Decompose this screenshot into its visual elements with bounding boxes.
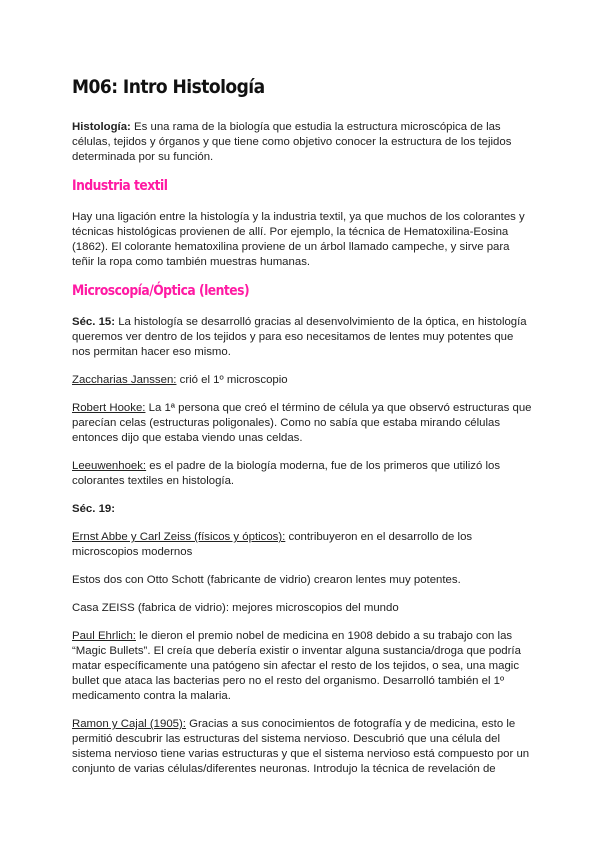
abbe-text: contribuyeron en el desarrollo de los microscopios modernos	[72, 531, 473, 558]
ehrlich-text: le dieron el premio nobel de medicina en 1908 debido a su trabajo con las “Magic Bullets”. El creía que debería existir o inventar alguna sustancia/droga que podría matar específicamente una patógeno sin afectar el resto de los tejidos, o sea, una magic bullet que ataca las bacterias pero no el resto del organismo. Desarrolló también el 1º medicamento contra la malaria.	[72, 630, 521, 702]
leeuwenhoek-text: es el padre de la biología moderna, fue de los primeros que utilizó los colorantes textiles en histología.	[72, 460, 501, 487]
ehrlich-name: Paul Ehrlich:	[72, 630, 136, 642]
leeuwenhoek-name: Leeuwenhoek:	[72, 460, 147, 472]
hooke-text: La 1ª persona que creó el término de célula ya que observó estructuras que parecían celas (estructuras poligonales). Como no sabía que estaba mirando células entonces dijo que estaba viendo unas celdas.	[72, 402, 532, 444]
janssen-name: Zaccharias Janssen:	[72, 374, 177, 386]
cajal-text: Gracias a sus conocimientos de fotografía y de medicina, esto le permitió descubrir las estructuras del sistema nervioso. Descubrió que una célula del sistema nervioso tiene varias estructuras y que el sistema nervioso está compuesto por un conjunto de varias células/diferentes neuronas. Introdujo la técnica de revelación de	[72, 718, 530, 775]
cajal-paragraph	[72, 717, 532, 777]
cajal-name: Ramon y Cajal (1905):	[72, 718, 186, 730]
schott-paragraph: Estos dos con Otto Schott (fabricante de vidrio) crearon lentes muy potentes.	[72, 574, 461, 586]
abbe-paragraph	[72, 530, 532, 560]
page-title: M06: Intro Histología	[72, 76, 265, 98]
sec15-paragraph	[72, 315, 532, 360]
sec19-paragraph	[72, 502, 532, 517]
hooke-name: Robert Hooke:	[72, 402, 146, 414]
leeuwenhoek-paragraph	[72, 459, 532, 489]
sec15-text: La histología se desarrolló gracias al desenvolvimiento de la óptica, en histología queremos ver dentro de los tejidos y para eso necesitamos de lentes muy potentes que nos permitan hacer eso mismo.	[72, 316, 527, 358]
heading-industria-textil: Industria textil	[72, 178, 168, 194]
heading-microscopia: Microscopía/Óptica (lentes)	[72, 283, 250, 299]
abbe-name: Ernst Abbe y Carl Zeiss (físicos y ópticos):	[72, 531, 286, 543]
janssen-text: crió el 1º microscopio	[176, 374, 288, 386]
intro-term: Histología:	[72, 121, 131, 133]
intro-text: Es una rama de la biología que estudia la estructura microscópica de las células, tejidos y órganos y que tiene como objetivo conocer la estructura de los tejidos determinada por su función.	[72, 121, 512, 163]
sec15-label: Séc. 15:	[72, 316, 116, 328]
document-body	[72, 76, 532, 790]
textil-paragraph: Hay una ligación entre la histología y la industria textil, ya que muchos de los colorantes y técnicas histológicas provienen de allí. Por ejemplo, la técnica de Hematoxilina-Eosina (1862). El colorante hematoxilina proviene de un árbol llamado campeche, y sirve para teñir la ropa como también muestras humanas.	[72, 211, 525, 268]
hooke-paragraph	[72, 401, 532, 446]
intro-paragraph	[72, 120, 532, 165]
ehrlich-paragraph	[72, 629, 532, 704]
janssen-paragraph	[72, 373, 532, 388]
zeiss-paragraph: Casa ZEISS (fabrica de vidrio): mejores microscopios del mundo	[72, 602, 399, 614]
sec19-label: Séc. 19:	[72, 503, 116, 515]
